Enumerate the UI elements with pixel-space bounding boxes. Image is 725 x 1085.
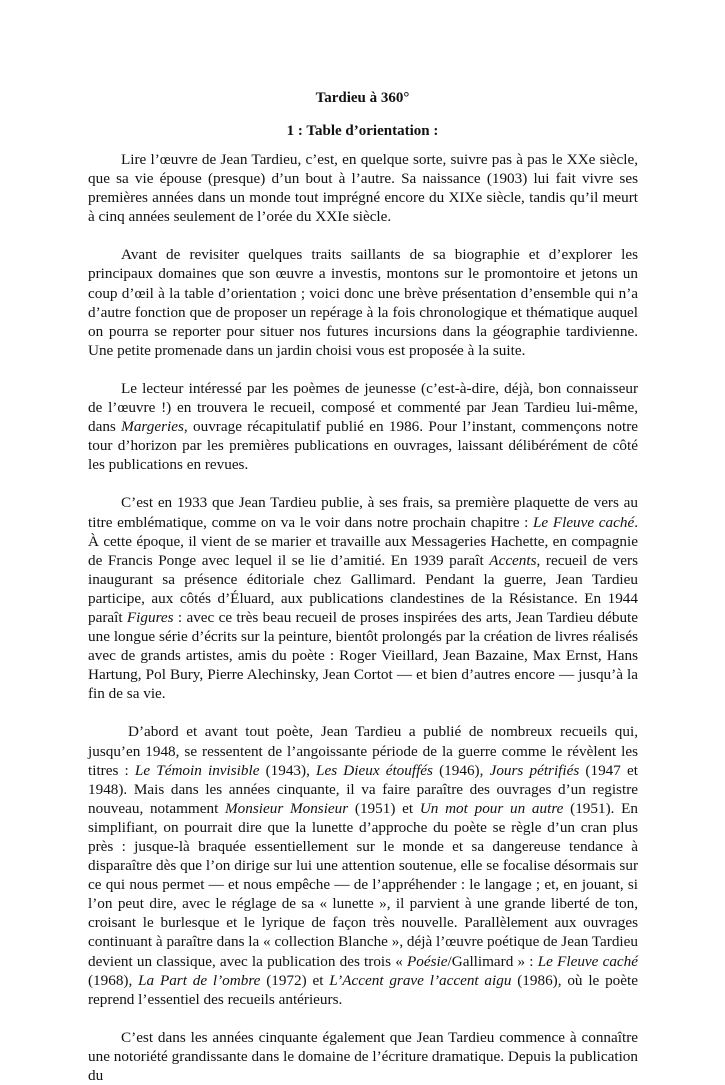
book-title: L’Accent grave l’accent aigu — [329, 971, 512, 989]
section-title: 1 : Table d’orientation : — [286, 123, 439, 139]
paragraph-4: C’est en 1933 que Jean Tardieu publie, à ses frais, sa première plaquette de vers au titre emblématique, comme on va le voir dans notre prochain chapitre : Le Fleuve caché. À cette époque, il vient de se marier et travaille aux Messageries Hachette, en compagnie de Francis Ponge avec lequel il se lie d’amitié. En 1939 paraît Accents, recueil de vers inaugurant sa présence éditoriale chez Gallimard. Pendant la guerre, Jean Tardieu participe, aux côtés d’Éluard, aux publications clandestines de la Résistance. En 1944 paraît Figures : avec ce très beau recueil de proses inspirées des arts, Jean Tardieu débute une longue série d’écrits sur la peinture, bientôt prolongés par la création de livres réalisés avec de grands artistes, amis du poète : Roger Vieillard, Jean Bazaine, Max Ernst, Hans Hartung, Pol Bury, Pierre Alechinsky, Jean Cortot — et bien d’autres encore — jusqu’à la fin de sa vie. — [88, 494, 638, 703]
book-title: Accents — [489, 551, 537, 569]
book-title: Un mot pour un autre — [419, 799, 564, 817]
paragraph-5: D’abord et avant tout poète, Jean Tardieu a publié de nombreux recueils qui, jusqu’en 1948, se ressentent de l’angoissante période de la guerre comme le révèlent les titres : Le Témoin invisible (1943), Les Dieux étouffés (1946), Jours pétrifiés (1947 et 1948). Mais dans les années cinquante, il va faire paraître des ouvrages d’un registre nouveau, notamment Monsieur Monsieur (1951) et Un mot pour un autre (1951). En simplifiant, on pourrait dire que la lunette d’approche du poète se règle d’un cran plus près : jusque-là braquée essentiellement sur le monde et sa dangereuse tendance à disparaître dès que l’on dirige sur lui une attention soutenue, elle se focalise désormais sur ce qui nous permet — et nous empêche — de l’appréhender : le langage ; et, en jouant, si l’on peut dire, avec le réglage de sa « lunette », il parvient à une grande liberté de ton, croisant le burlesque et le lyrique de façon très nouvelle. Parallèlement aux ouvrages continuant à paraître dans la « collection Blanche », déjà l’œuvre poétique de Jean Tardieu devient un classique, avec la publication des trois « Poésie/Gallimard » : Le Fleuve caché (1968), La Part de l’ombre (1972) et L’Accent grave l’accent aigu (1986), où le poète reprend l’essentiel des recueils antérieurs. — [88, 723, 639, 1008]
paragraph-1: Lire l’œuvre de Jean Tardieu, c’est, en quelque sorte, suivre pas à pas le XXe siècle, que sa vie épouse (presque) d’un bout à l’autre. Sa naissance (1903) lui fait vivre ses premières années dans un monde tout imprégné encore du XIXe siècle, tandis qu’il meurt à cinq années seulement de l’orée du XXIe siècle. — [88, 151, 638, 226]
book-title: La Part de l’ombre — [138, 971, 261, 989]
book-title: Margeries — [121, 418, 184, 436]
paragraph-3: Le lecteur intéressé par les poèmes de jeunesse (c’est-à-dire, déjà, bon connaisseur de l’œuvre !) en trouvera le recueil, composé et commenté par Jean Tardieu lui-même, dans Margeries, ouvrage récapitulatif publié en 1986. Pour l’instant, commençons notre tour d’horizon par les premières publications en ouvrages, laissant délibérément de côté les publications en revues. — [88, 379, 638, 474]
paragraph-2: Avant de revisiter quelques traits saillants de sa biographie et d’explorer les principaux domaines que son œuvre a investis, montons sur le promontoire et jetons un coup d’œil à la table d’orientation ; voici donc une brève présentation d’ensemble qui n’a d’autre fonction que de proposer un repérage à la fois chronologique et thématique auquel on pourra se reporter pour situer nos futures incursions dans la géographie tardivienne. Une petite promenade dans un jardin choisi vous est proposée à la suite. — [88, 246, 638, 359]
book-title: Jours pétrifiés — [489, 761, 580, 779]
book-title: Le Fleuve caché — [537, 952, 638, 970]
book-title: Poésie — [407, 952, 448, 970]
paragraph-6: C’est dans les années cinquante également que Jean Tardieu commence à connaître une notoriété grandissante dans le domaine de l’écriture dramatique. Depuis la publication du — [88, 1028, 638, 1085]
document-title: Tardieu à 360° — [315, 90, 410, 106]
document-body — [88, 150, 638, 1085]
book-title: Monsieur Monsieur — [225, 799, 349, 817]
book-title: Les Dieux étouffés — [316, 761, 433, 779]
book-title: Figures — [126, 608, 174, 626]
book-title: Le Témoin invisible — [134, 761, 260, 779]
book-title: Le Fleuve caché — [532, 513, 635, 531]
